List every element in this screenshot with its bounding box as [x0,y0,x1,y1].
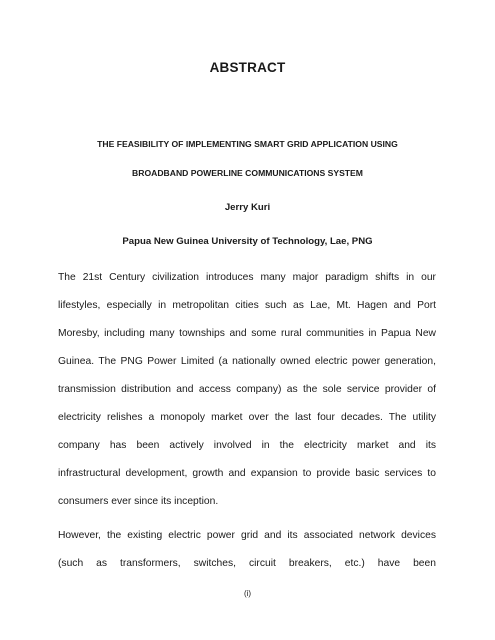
paper-title-line-2: BROADBAND POWERLINE COMMUNICATIONS SYSTEM [132,168,363,178]
author-affiliation: Papua New Guinea University of Technology, Lae, PNG [122,236,373,247]
paragraph-line: However, the existing electric power grid and its associated network devices [58,530,436,541]
paragraph-line: electricity relishes a monopoly market over the last four decades. The utility [58,412,436,423]
paragraph-line: The 21st Century civilization introduces many major paradigm shifts in our [58,272,436,283]
paragraph-line: company has been actively involved in the electricity market and its [58,440,436,451]
paragraph-line: transmission distribution and access company) as the sole service provider of [58,384,436,395]
page-number: (i) [243,589,252,598]
paragraph-line: consumers ever since its inception. [58,496,219,507]
abstract-paragraph-1 [58,271,436,523]
paragraph-line: Guinea. The PNG Power Limited (a nationally owned electric power generation, [58,356,436,367]
paragraph-line: infrastructural development, growth and expansion to provide basic services to [58,468,436,479]
paragraph-line: Moresby, including many townships and some rural communities in Papua New [58,328,436,339]
paragraph-line: lifestyles, especially in metropolitan cities such as Lae, Mt. Hagen and Port [58,300,436,311]
abstract-paragraph-2 [58,529,436,585]
author-name: Jerry Kuri [224,202,271,213]
paragraph-line: (such as transformers, switches, circuit breakers, etc.) have been [58,558,436,569]
paper-title-line-1: THE FEASIBILITY OF IMPLEMENTING SMART GRID APPLICATION USING [97,139,398,149]
abstract-heading: ABSTRACT [209,60,286,75]
